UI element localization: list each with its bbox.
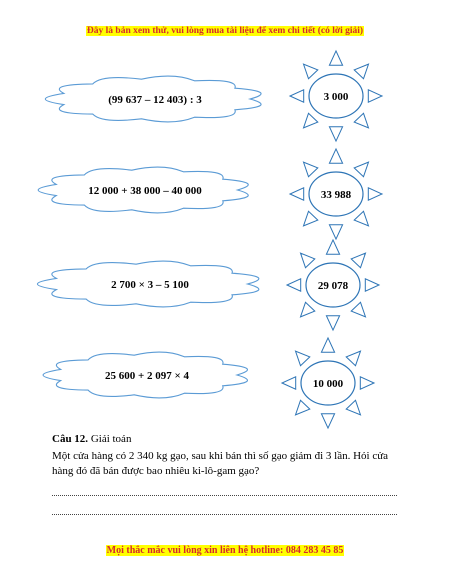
sun-ray <box>296 351 310 366</box>
sun-value: 33 988 <box>320 189 352 201</box>
sun-ray <box>304 113 318 128</box>
cloud-expression: 2 700 × 3 – 5 100 <box>111 279 189 291</box>
sun-ray <box>282 377 296 389</box>
answer-line-2[interactable] <box>52 513 397 515</box>
cloud-expression: 25 600 + 2 097 × 4 <box>104 370 190 382</box>
sun-ray <box>368 188 382 200</box>
clouds-group <box>37 76 261 398</box>
sun-ray <box>360 377 374 389</box>
sun-ray <box>304 64 318 79</box>
hotline-notice <box>0 545 450 556</box>
sun-ray <box>304 162 318 177</box>
cloud-4[interactable] <box>43 352 247 398</box>
problem-number: Câu 12. <box>52 433 89 445</box>
sun-ray <box>290 188 304 200</box>
cloud-2[interactable] <box>38 167 248 213</box>
problem-text: Một cửa hàng có 2 340 kg gạo, sau khi bán thì số gạo giảm đi 3 lần. Hỏi cửa hàng đó đã bán được bao nhiêu ki-lô-gam gạo? <box>52 450 389 477</box>
sun-ray <box>354 162 368 177</box>
sun-1[interactable] <box>290 51 382 141</box>
hotline-text: Mọi thắc mắc vui lòng xin liên hệ hotline: 084 283 45 85 <box>106 545 344 556</box>
sun-ray <box>321 338 334 352</box>
sun-ray <box>351 253 365 268</box>
sun-value: 3 000 <box>323 91 349 103</box>
sun-ray <box>321 414 334 428</box>
sun-ray <box>290 90 304 102</box>
sun-ray <box>329 149 342 163</box>
sun-value: 10 000 <box>312 378 344 390</box>
sun-ray <box>346 351 360 366</box>
sun-ray <box>326 316 339 330</box>
sun-ray <box>287 279 301 291</box>
sun-4[interactable] <box>282 338 374 428</box>
cloud-expression: 12 000 + 38 000 – 40 000 <box>88 185 202 197</box>
cloud-1[interactable] <box>45 76 261 122</box>
sun-value: 29 078 <box>317 280 349 292</box>
sun-ray <box>365 279 379 291</box>
cloud-3[interactable] <box>37 261 258 307</box>
sun-ray <box>326 240 339 254</box>
cloud-expression: (99 637 – 12 403) : 3 <box>108 94 202 106</box>
sun-3[interactable] <box>287 240 379 330</box>
suns-group <box>282 51 382 428</box>
sun-ray <box>351 302 365 317</box>
sun-ray <box>329 127 342 141</box>
problem-title: Giải toán <box>90 433 132 445</box>
sun-ray <box>329 51 342 65</box>
answer-line-1[interactable] <box>52 494 397 496</box>
sun-ray <box>354 64 368 79</box>
sun-ray <box>296 400 310 415</box>
sun-ray <box>329 225 342 239</box>
problem-heading <box>52 432 402 447</box>
sun-ray <box>301 302 315 317</box>
sun-ray <box>304 211 318 226</box>
sun-2[interactable] <box>290 149 382 239</box>
sun-ray <box>354 211 368 226</box>
sun-ray <box>346 400 360 415</box>
sun-ray <box>368 90 382 102</box>
preview-notice-text: Đây là bản xem thử, vui lòng mua tài liệu để xem chi tiết (có lời giải) <box>86 26 364 36</box>
sun-ray <box>354 113 368 128</box>
sun-ray <box>301 253 315 268</box>
